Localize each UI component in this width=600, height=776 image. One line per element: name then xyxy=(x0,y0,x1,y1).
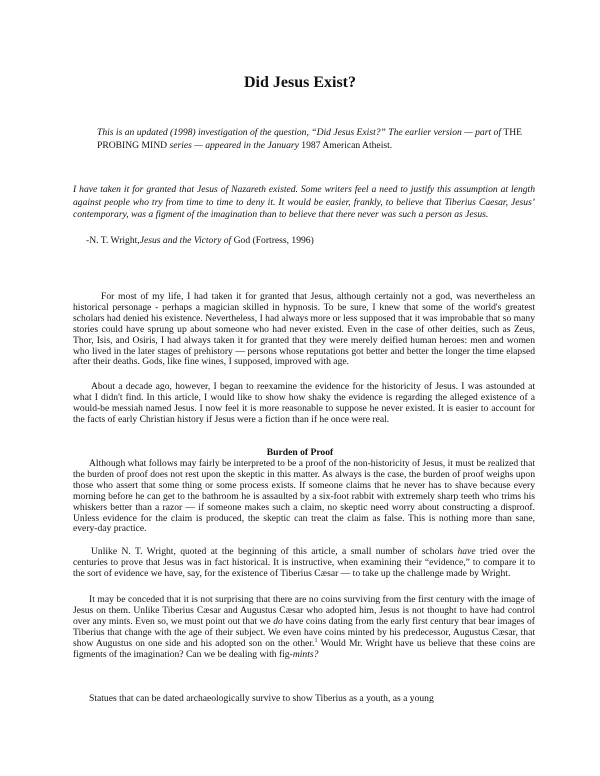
series-name: THE PROBING MIND xyxy=(97,127,523,151)
paragraph-5-text: It may be conceded that it is not surprising that there are no coins surviving from the first century with the image of Jesus on them. Unlike Tiberius Cæsar and Augustus Cæsar who adopted him, Jesus is not thought to have had control over any mints. Even so, we must point out that we xyxy=(73,594,535,627)
paragraph-5-text-3: Would Mr. Wright have us believe that these coins are figments of the imagination? Can we be dealing with fig- xyxy=(73,637,535,660)
epigraph-book: Jesus and the Victory of xyxy=(139,235,234,246)
paragraph-4-text-2: tried over the centuries to prove that Jesus was in fact historical. It is instructive, when examining their “evidence,” to compare it to the sort of evidence we have, say, for the existence of Tiberius Cæsar — to take up the challenge made by Wright. xyxy=(73,546,535,579)
emphasis-mints: mints? xyxy=(292,648,319,660)
edition-note-tail: 1987 American Atheist. xyxy=(301,140,393,151)
edition-note-text: This is an updated (1998) investigation of the question, “Did Jesus Exist?” The earlier version — part of xyxy=(97,127,504,138)
emphasis-do: do xyxy=(273,615,283,627)
paragraph-5 xyxy=(73,595,535,660)
paragraph-1: For most of my life, I had taken it for granted that Jesus, although certainly not a god, was nevertheless an historical personage - perhaps a magician skilled in hypnosis. To be sure, I knew that some of the world's greatest scholars had denied his existence. Nevertheless, I had always more or less supposed that it was improbable that so many stories could have sprung up about someone who had never existed. Even in the case of other deities, such as Zeus, Thor, Isis, and Osiris, I had always taken it for granted that they were merely deified human heroes: men and women who lived in the later stages of prehistory — persons whose reputations got better and better the longer the time elapsed after their deaths. Gods, like fine wines, I supposed, improved with age. xyxy=(73,291,535,368)
paragraph-3: Although what follows may fairly be interpreted to be a proof of the non-historicity of Jesus, it must be realized that the burden of proof does not rest upon the skeptic in this matter. As always is the case, the burden of proof weighs upon those who assert that some thing or some process exists. If someone claims that he never has to shave because every morning before he can get to the bathroom he is assaulted by a six-foot rabbit with extremely sharp teeth who trims his whiskers better than a razor — if someone makes such a claim, no skeptic need worry about constructing a disproof. Unless evidence for the claim is produced, the skeptic can treat the claim as false. This is nothing more than sane, every-day practice. xyxy=(73,458,535,535)
epigraph-attribution xyxy=(86,235,526,247)
epigraph-quote: I have taken it for granted that Jesus of Nazareth existed. Some writers feel a need to justify this assumption at length against people who try from time to time to deny it. It would be easier, frankly, to believe that Tiberius Caesar, Jesus’ contemporary, was a figment of the imagination than to believe that there never was such a person as Jesus. xyxy=(73,184,535,220)
edition-note xyxy=(97,126,527,152)
epigraph-author: -N. T. Wright, xyxy=(86,235,140,246)
paragraph-4-text: Unlike N. T. Wright, quoted at the beginning of this article, a small number of scholars xyxy=(91,546,458,557)
paragraph-4 xyxy=(73,547,535,580)
emphasis-have: have xyxy=(457,546,476,557)
paragraph-5-text-2: have coins dating from the early first century that bear images of Tiberius that change with the age of their subject. We even have coins minted by his predecessor, Augustus Cæsar, that show Augustus on one side and his adopted son on the other. xyxy=(73,615,535,649)
edition-note-text-2: series — appeared in the January xyxy=(167,140,302,151)
article-title: Did Jesus Exist? xyxy=(243,74,357,91)
footnote-marker[interactable]: 1 xyxy=(314,637,318,644)
paragraph-6: Statues that can be dated archaeologically survive to show Tiberius as a youth, as a young xyxy=(89,693,434,704)
paragraph-2: About a decade ago, however, I began to reexamine the evidence for the historicity of Jesus. I was astounded at what I didn't find. In this article, I would like to show how shaky the evidence is regarding the alleged existence of a would-be messiah named Jesus. I now feel it is more reasonable to suppose he never existed. It is easier to account for the facts of early Christian history if Jesus were a fiction than if he once were real. xyxy=(73,381,535,425)
epigraph-publisher: God (Fortress, 1996) xyxy=(233,235,314,246)
section-heading: Burden of Proof xyxy=(266,447,334,458)
